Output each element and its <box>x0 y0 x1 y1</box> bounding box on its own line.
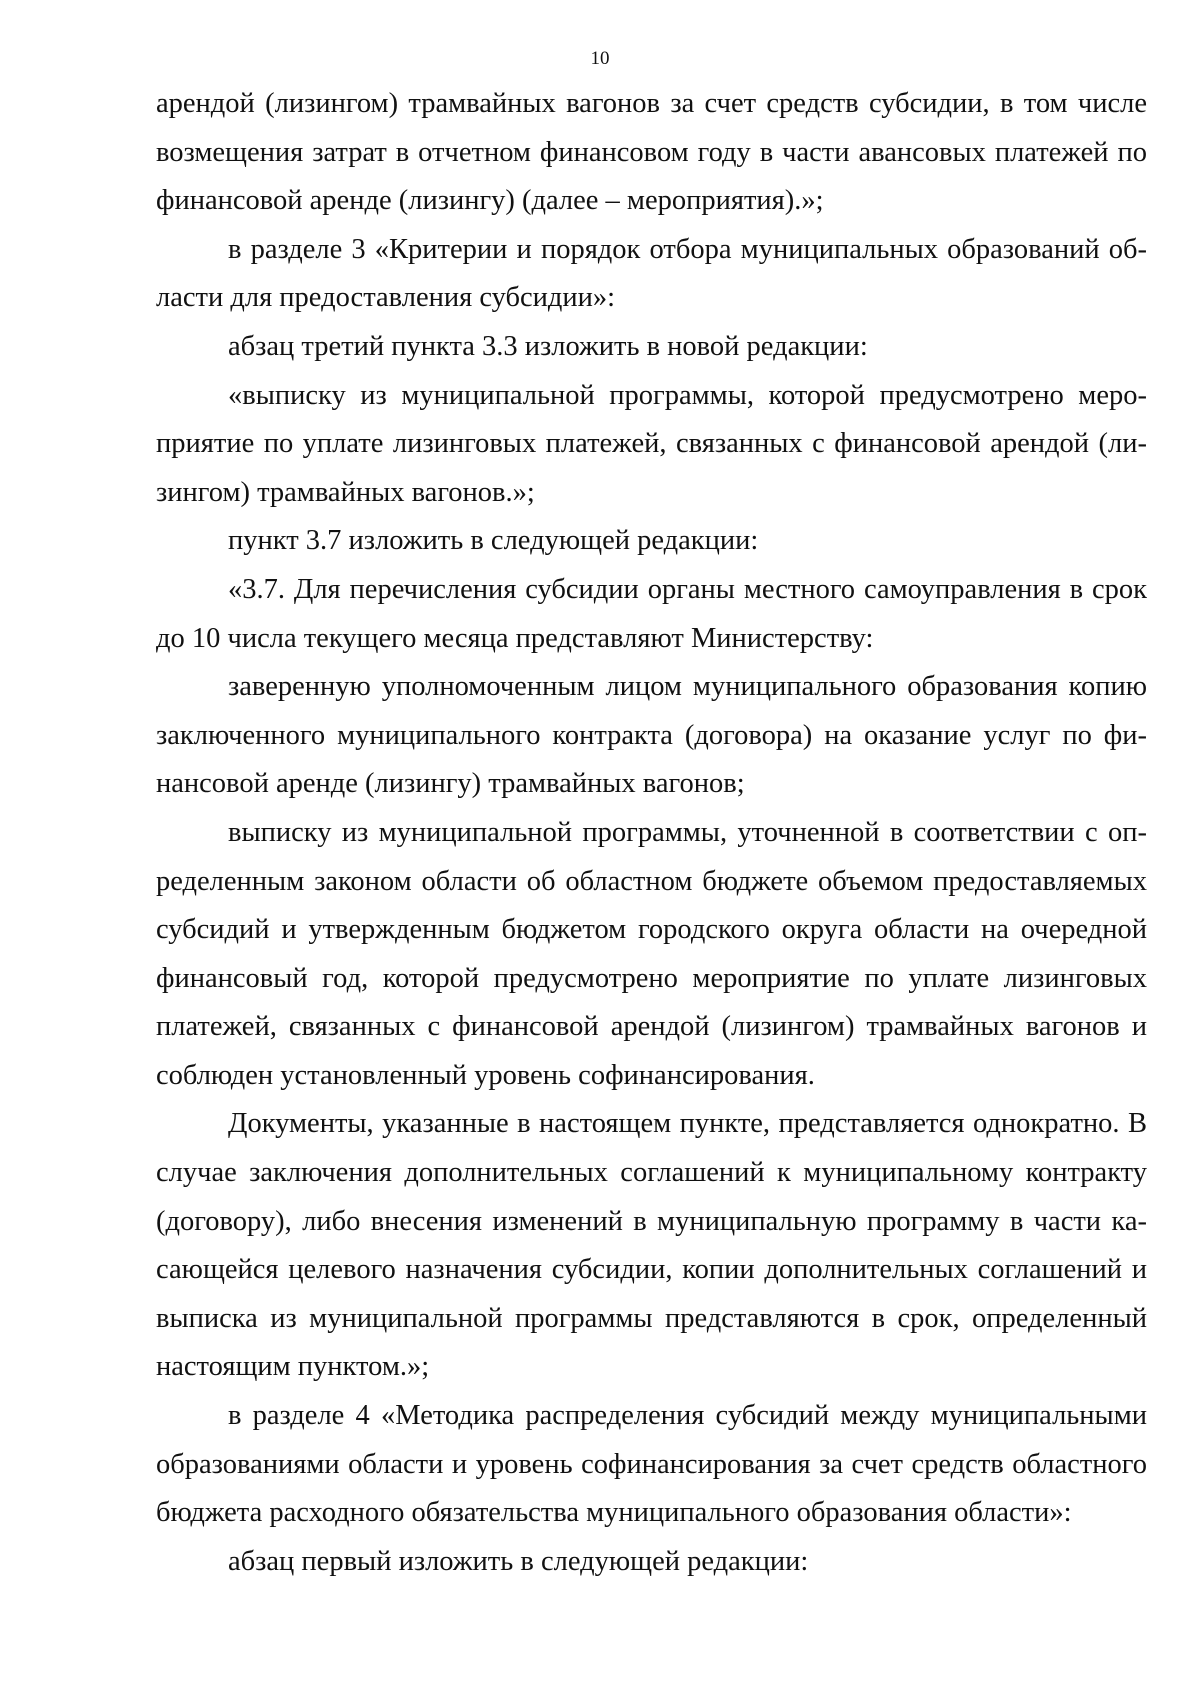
paragraph: абзац третий пункта 3.3 изложить в новой редакции: <box>228 330 868 362</box>
paragraph: «3.7. Для перечисления субсидии органы местного самоуправления в срок до 10 числа текущего месяца представляют Министерству: <box>156 573 1147 654</box>
paragraph: в разделе 4 «Методика распределения субсидий между муниципальными образованиями области и уровень софинансирования за счет средств областного бюджета расходного обязательства муниципального образования области»: <box>156 1400 1147 1529</box>
document-body <box>156 80 1147 1586</box>
paragraph-continuation: арендой (лизингом) трамвайных вагонов за счет средств субсидии, в том числе возмещения затрат в отчетном финансовом году в части авансовых платежей по финансовой аренде (лизингу) (далее – мероприятия).»; <box>156 88 1147 217</box>
paragraph: «выписку из муниципальной программы, которой предусмотрено мероприятие по уплате лизинговых платежей, связанных с финансовой арендой (лизингом) трамвайных вагонов.»; <box>156 379 1147 508</box>
paragraph: в разделе 3 «Критерии и порядок отбора муниципальных образований области для предоставления субсидии»: <box>156 233 1147 314</box>
paragraph: выписку из муниципальной программы, уточненной в соответствии с определенным законом области об областном бюджете объемом предоставляемых субсидий и утвержденным бюджетом городского округа области на очередной финансовый год, которой предусмотрено мероприятие по уплате лизинговых платежей, связанных с финансовой арендой (лизингом) трамвайных вагонов и соблюден установленный уровень софинансирования. <box>156 816 1147 1091</box>
page-number: 10 <box>590 48 610 69</box>
paragraph: пункт 3.7 изложить в следующей редакции: <box>228 525 759 557</box>
paragraph: Документы, указанные в настоящем пункте, представляется однократно. В случае заключения дополнительных соглашений к муниципальному контракту (договору), либо внесения изменений в муниципальную программу в части касающейся целевого назначения субсидии, копии дополнительных соглашений и выписка из муниципальной программы представляются в срок, определенный настоящим пунктом.»; <box>156 1108 1147 1383</box>
paragraph: заверенную уполномоченным лицом муниципального образования копию заключенного муниципального контракта (договора) на оказание услуг по финансовой аренде (лизингу) трамвайных вагонов; <box>156 671 1147 800</box>
paragraph: абзац первый изложить в следующей редакции: <box>228 1545 809 1577</box>
